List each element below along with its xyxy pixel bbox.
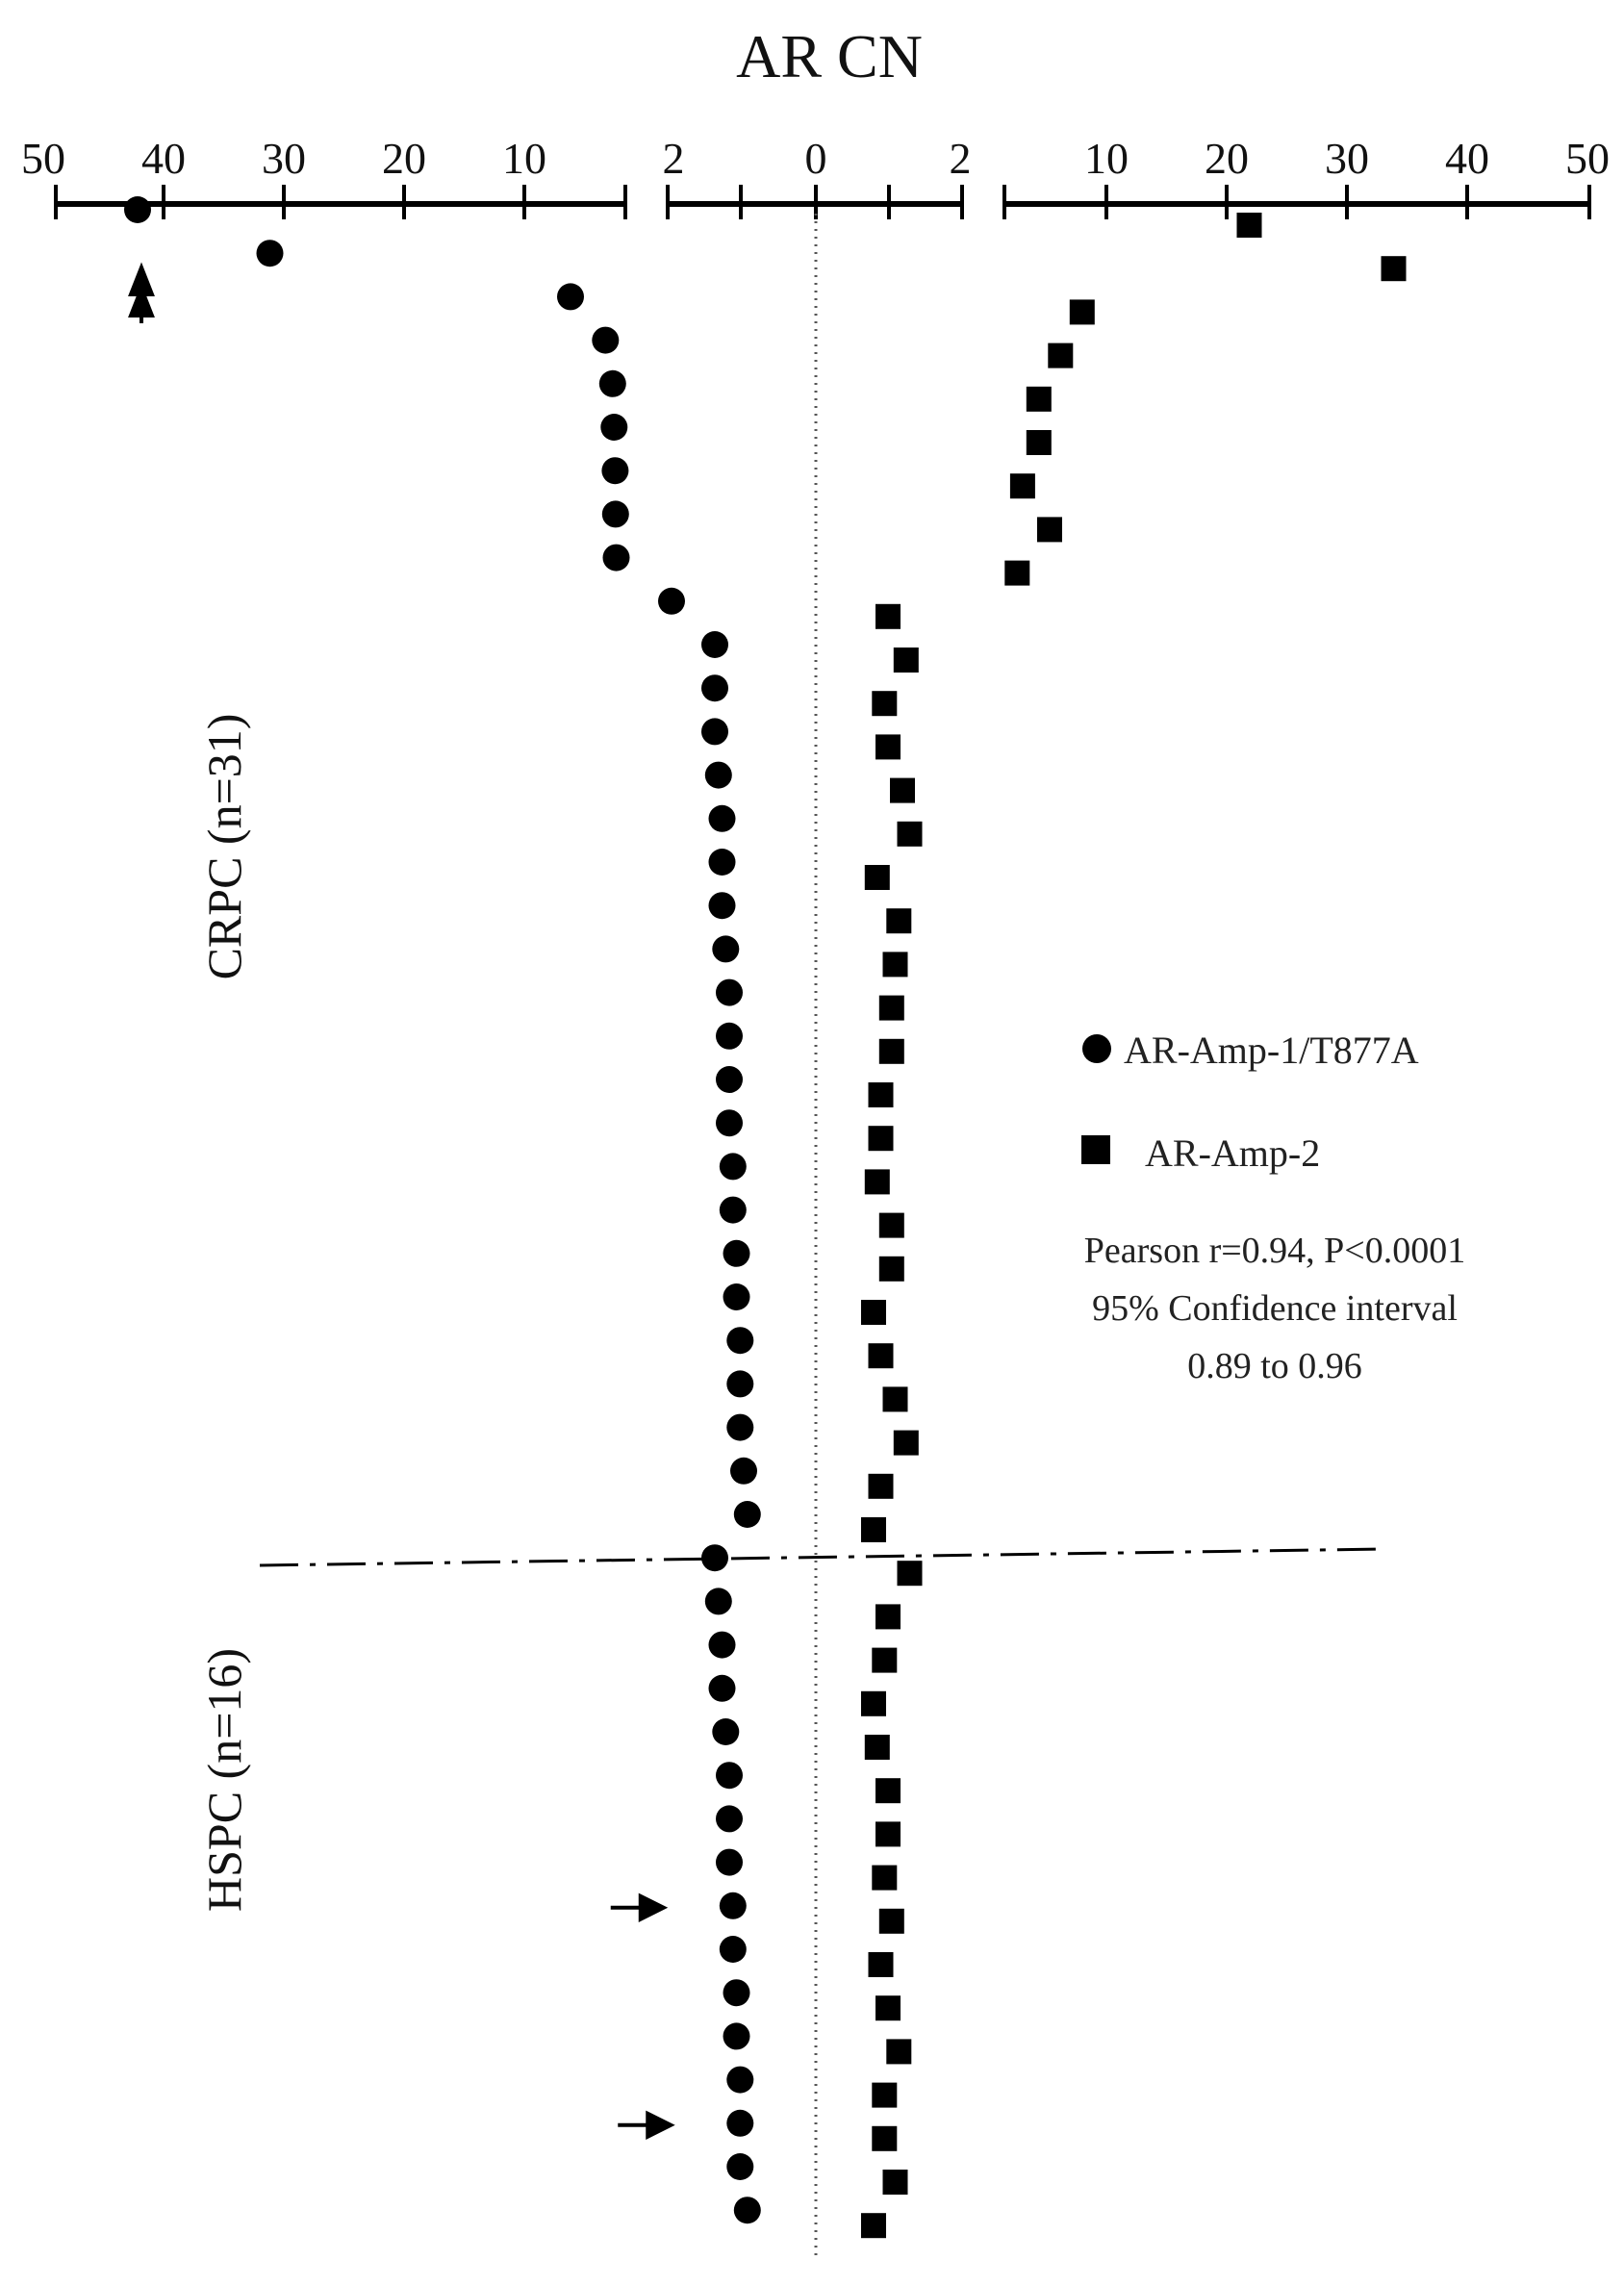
data-point-square: [879, 1909, 904, 1934]
data-point-square: [1237, 213, 1262, 238]
data-point-circle: [720, 1153, 747, 1180]
tick-label: 50: [1565, 134, 1610, 183]
double-arrow-up-icon: [131, 267, 152, 323]
data-point-square: [872, 2126, 897, 2151]
data-point-circle: [723, 1979, 750, 2006]
data-point-square: [883, 952, 908, 977]
tick-label: 2: [662, 134, 685, 183]
chart-title: AR CN: [736, 22, 923, 90]
data-point-circle: [600, 414, 627, 441]
data-point-circle: [709, 849, 736, 876]
data-point-circle: [726, 2110, 753, 2137]
legend: [1081, 1029, 1419, 1175]
data-point-square: [872, 1866, 897, 1891]
data-point-square: [894, 648, 919, 673]
data-point-square: [898, 822, 923, 847]
data-point-square: [872, 691, 897, 716]
data-point-square: [1382, 256, 1407, 281]
data-point-circle: [716, 979, 743, 1006]
data-point-circle: [701, 718, 728, 745]
data-point-circle: [701, 631, 728, 658]
data-point-circle: [723, 2022, 750, 2049]
data-point-circle: [723, 1283, 750, 1310]
data-point-square: [879, 996, 904, 1021]
group-divider-line: [260, 1549, 1385, 1565]
data-point-circle: [592, 327, 619, 354]
data-point-square: [875, 734, 901, 759]
data-point-square: [869, 1082, 894, 1107]
data-point-square: [879, 1039, 904, 1064]
legend-label-square: AR-Amp-2: [1145, 1131, 1321, 1175]
data-point-circle: [602, 500, 629, 527]
data-point-circle: [716, 1805, 743, 1832]
data-point-circle: [599, 370, 626, 397]
data-point-circle: [603, 545, 630, 572]
data-point-circle: [720, 1197, 747, 1224]
stat-pearson: Pearson r=0.94, P<0.0001: [1083, 1231, 1466, 1271]
data-point-circle: [730, 1458, 757, 1485]
data-point-square: [883, 2170, 908, 2195]
data-point-circle: [716, 1849, 743, 1876]
data-point-circle: [716, 1066, 743, 1093]
data-point-circle: [726, 1327, 753, 1354]
data-point-square: [865, 1735, 890, 1760]
data-point-square: [869, 1952, 894, 1977]
data-point-square: [861, 1300, 886, 1325]
tick-label: 0: [804, 134, 827, 183]
tick-label: 20: [382, 134, 426, 183]
data-point-square: [872, 2083, 897, 2108]
arrow-right-icon: [611, 1896, 664, 1919]
data-point-circle: [726, 1414, 753, 1441]
data-point-square: [861, 2213, 886, 2238]
data-point-circle: [705, 1588, 732, 1614]
data-point-square: [1070, 299, 1095, 324]
data-point-circle: [709, 805, 736, 832]
data-point-circle: [734, 1501, 761, 1528]
data-point-square: [861, 1691, 886, 1716]
data-point-circle: [723, 1240, 750, 1267]
data-point-square: [1004, 561, 1029, 586]
group-label-hspc: HSPC (n=16): [197, 1647, 251, 1913]
legend-label-circle: AR-Amp-1/T877A: [1124, 1029, 1419, 1072]
data-point-circle: [712, 1718, 739, 1745]
data-point-square: [879, 1213, 904, 1238]
data-point-square: [875, 1778, 901, 1803]
series-ar-amp-1-t877a: [124, 196, 761, 2223]
data-point-square: [1010, 473, 1035, 498]
legend-circle-marker: [1082, 1034, 1111, 1063]
tick-label: 40: [1445, 134, 1489, 183]
legend-square-marker: [1081, 1135, 1110, 1164]
data-point-square: [875, 1821, 901, 1846]
data-point-square: [875, 1995, 901, 2020]
data-point-circle: [658, 588, 685, 615]
tick-label: 30: [262, 134, 306, 183]
data-point-circle: [716, 1109, 743, 1136]
data-point-square: [1027, 387, 1052, 412]
data-point-square: [875, 1604, 901, 1629]
data-point-circle: [601, 457, 628, 484]
stat-ci-range: 0.89 to 0.96: [1187, 1346, 1362, 1386]
tick-label: 10: [1084, 134, 1129, 183]
data-point-circle: [716, 1023, 743, 1050]
tick-label: 20: [1205, 134, 1249, 183]
data-point-square: [898, 1561, 923, 1586]
data-point-square: [869, 1126, 894, 1151]
group-label-crpc: CRPC (n=31): [197, 713, 251, 980]
data-point-square: [1048, 343, 1073, 368]
data-point-square: [865, 865, 890, 890]
data-point-square: [1027, 430, 1052, 455]
data-point-circle: [709, 892, 736, 919]
data-point-circle: [720, 1892, 747, 1919]
tick-labels-left: [21, 134, 546, 183]
data-point-square: [861, 1517, 886, 1542]
data-point-square: [869, 1343, 894, 1368]
data-point-circle: [726, 1370, 753, 1397]
data-point-square: [883, 1386, 908, 1411]
data-point-square: [869, 1474, 894, 1499]
data-point-square: [872, 1648, 897, 1673]
data-point-circle: [257, 240, 284, 267]
stat-ci-label: 95% Confidence interval: [1092, 1288, 1458, 1329]
data-point-square: [875, 604, 901, 629]
data-point-square: [894, 1431, 919, 1456]
data-point-square: [886, 2039, 911, 2064]
data-point-square: [865, 1169, 890, 1194]
data-point-circle: [726, 2153, 753, 2180]
tick-label: 50: [21, 134, 65, 183]
data-point-circle: [705, 762, 732, 789]
data-point-square: [1037, 517, 1062, 542]
data-point-square: [886, 908, 911, 933]
series-ar-amp-2: [861, 213, 1407, 2238]
data-point-square: [879, 1257, 904, 1282]
data-point-circle: [557, 283, 584, 310]
data-point-circle: [701, 1544, 728, 1571]
arrow-right-icon: [618, 2114, 671, 2137]
tick-labels-middle: [663, 134, 972, 183]
tick-label: 40: [141, 134, 186, 183]
data-point-circle: [124, 196, 151, 223]
tick-label: 2: [949, 134, 972, 183]
data-point-circle: [709, 1632, 736, 1659]
data-point-circle: [701, 674, 728, 701]
data-point-circle: [734, 2197, 761, 2223]
data-point-circle: [709, 1675, 736, 1702]
data-point-square: [890, 778, 915, 803]
data-point-circle: [716, 1762, 743, 1789]
tick-label: 30: [1325, 134, 1369, 183]
data-point-circle: [726, 2067, 753, 2094]
correlation-stats: [1084, 1231, 1465, 1386]
tick-label: 10: [502, 134, 546, 183]
data-point-circle: [720, 1936, 747, 1963]
data-point-circle: [712, 935, 739, 962]
tick-labels-right: [1084, 134, 1610, 183]
